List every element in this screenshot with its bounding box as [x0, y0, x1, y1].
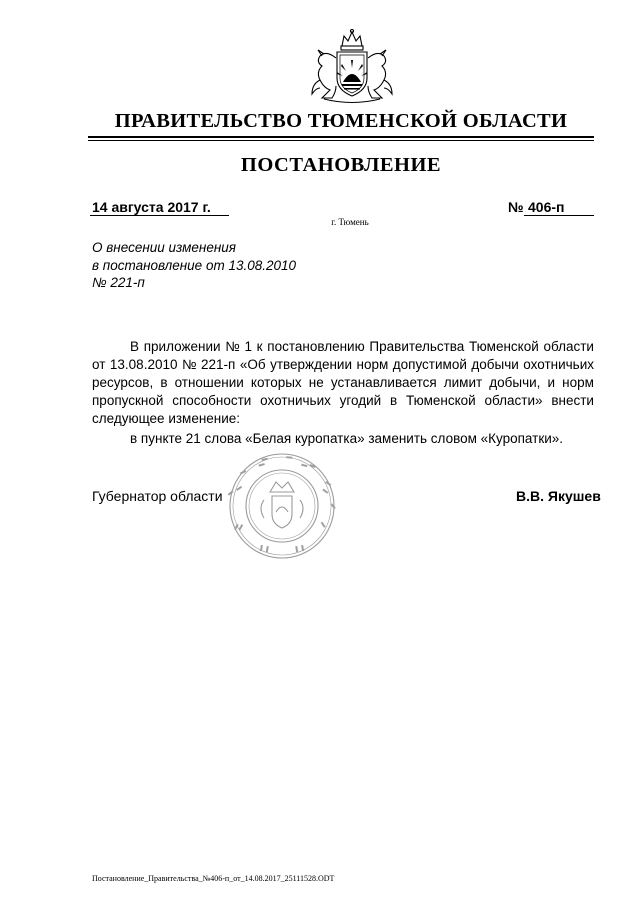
organization-title: ПРАВИТЕЛЬСТВО ТЮМЕНСКОЙ ОБЛАСТИ [114, 110, 568, 132]
body-word: области [543, 339, 594, 354]
date-underline [90, 215, 229, 216]
document-city: г. Тюмень [331, 217, 369, 227]
document-number: 406-п [528, 199, 565, 215]
body-word: в [390, 393, 398, 408]
amendment-item: в пункте 21 слова «Белая куропатка» заменить словом «Куропатки». [130, 431, 564, 446]
body-word: и [547, 375, 556, 390]
body-word: охотничьих [523, 357, 594, 372]
body-word: устанавливается [330, 375, 437, 390]
body-word: норм [562, 375, 594, 390]
body-word: в [160, 375, 168, 390]
body-word: лимит [443, 375, 483, 390]
body-word: которых [250, 375, 302, 390]
body-word: Правительства [369, 339, 465, 354]
body-word: Тюменской [469, 339, 539, 354]
body-line [92, 410, 594, 428]
body-word: постановлению [267, 339, 365, 354]
header-rule-thin [88, 140, 594, 141]
body-line [92, 338, 594, 356]
body-line [92, 356, 594, 374]
body-word: угодий [339, 393, 382, 408]
body-word: В [130, 339, 140, 354]
body-word: добычи, [489, 375, 541, 390]
subject-line: О внесении изменения [92, 240, 237, 255]
footer-filename: Постановление_Правительства_№406-п_от_14.08.2017_25111528.ODT [92, 874, 335, 883]
number-underline [524, 215, 594, 216]
body-word: приложении [143, 339, 221, 354]
body-word: области» [484, 393, 543, 408]
body-word: № [225, 339, 240, 354]
body-word: следующее изменение: [92, 411, 241, 426]
body-word: охотничьих [260, 393, 331, 408]
body-word: способности [172, 393, 252, 408]
document-date: 14 августа 2017 г. [92, 199, 211, 215]
body-word: к [256, 339, 263, 354]
body-word: от [92, 357, 106, 372]
body-word: не [308, 375, 324, 390]
body-word: норм [356, 357, 389, 372]
body-word: утверждении [270, 357, 352, 372]
body-line [92, 374, 594, 392]
body-line [92, 392, 594, 410]
official-seal-stamp-icon [228, 452, 336, 560]
document-body [92, 338, 594, 448]
body-word: добычи [471, 357, 519, 372]
body-word: 13.08.2010 [109, 357, 178, 372]
header-rule-thick [88, 136, 594, 138]
body-word: ресурсов, [92, 375, 154, 390]
tyumen-coat-of-arms-icon [306, 28, 398, 104]
document-type-heading: ПОСТАНОВЛЕНИЕ [240, 154, 442, 176]
document-number-label: № [508, 199, 524, 215]
body-word: 221-п [200, 357, 236, 372]
body-word: Тюменской [406, 393, 476, 408]
body-word: пропускной [92, 393, 164, 408]
document-subject [92, 239, 296, 292]
signer-position: Губернатор области [92, 488, 223, 504]
signer-name: В.В. Якушев [516, 488, 601, 504]
body-word: отношении [174, 375, 244, 390]
body-word: внести [551, 393, 594, 408]
body-word: «Об [239, 357, 266, 372]
body-word: 1 [244, 339, 252, 354]
body-word: № [181, 357, 197, 372]
body-word: допустимой [392, 357, 467, 372]
subject-line: № 221-п [92, 275, 145, 290]
subject-line: в постановление от 13.08.2010 [92, 257, 297, 273]
